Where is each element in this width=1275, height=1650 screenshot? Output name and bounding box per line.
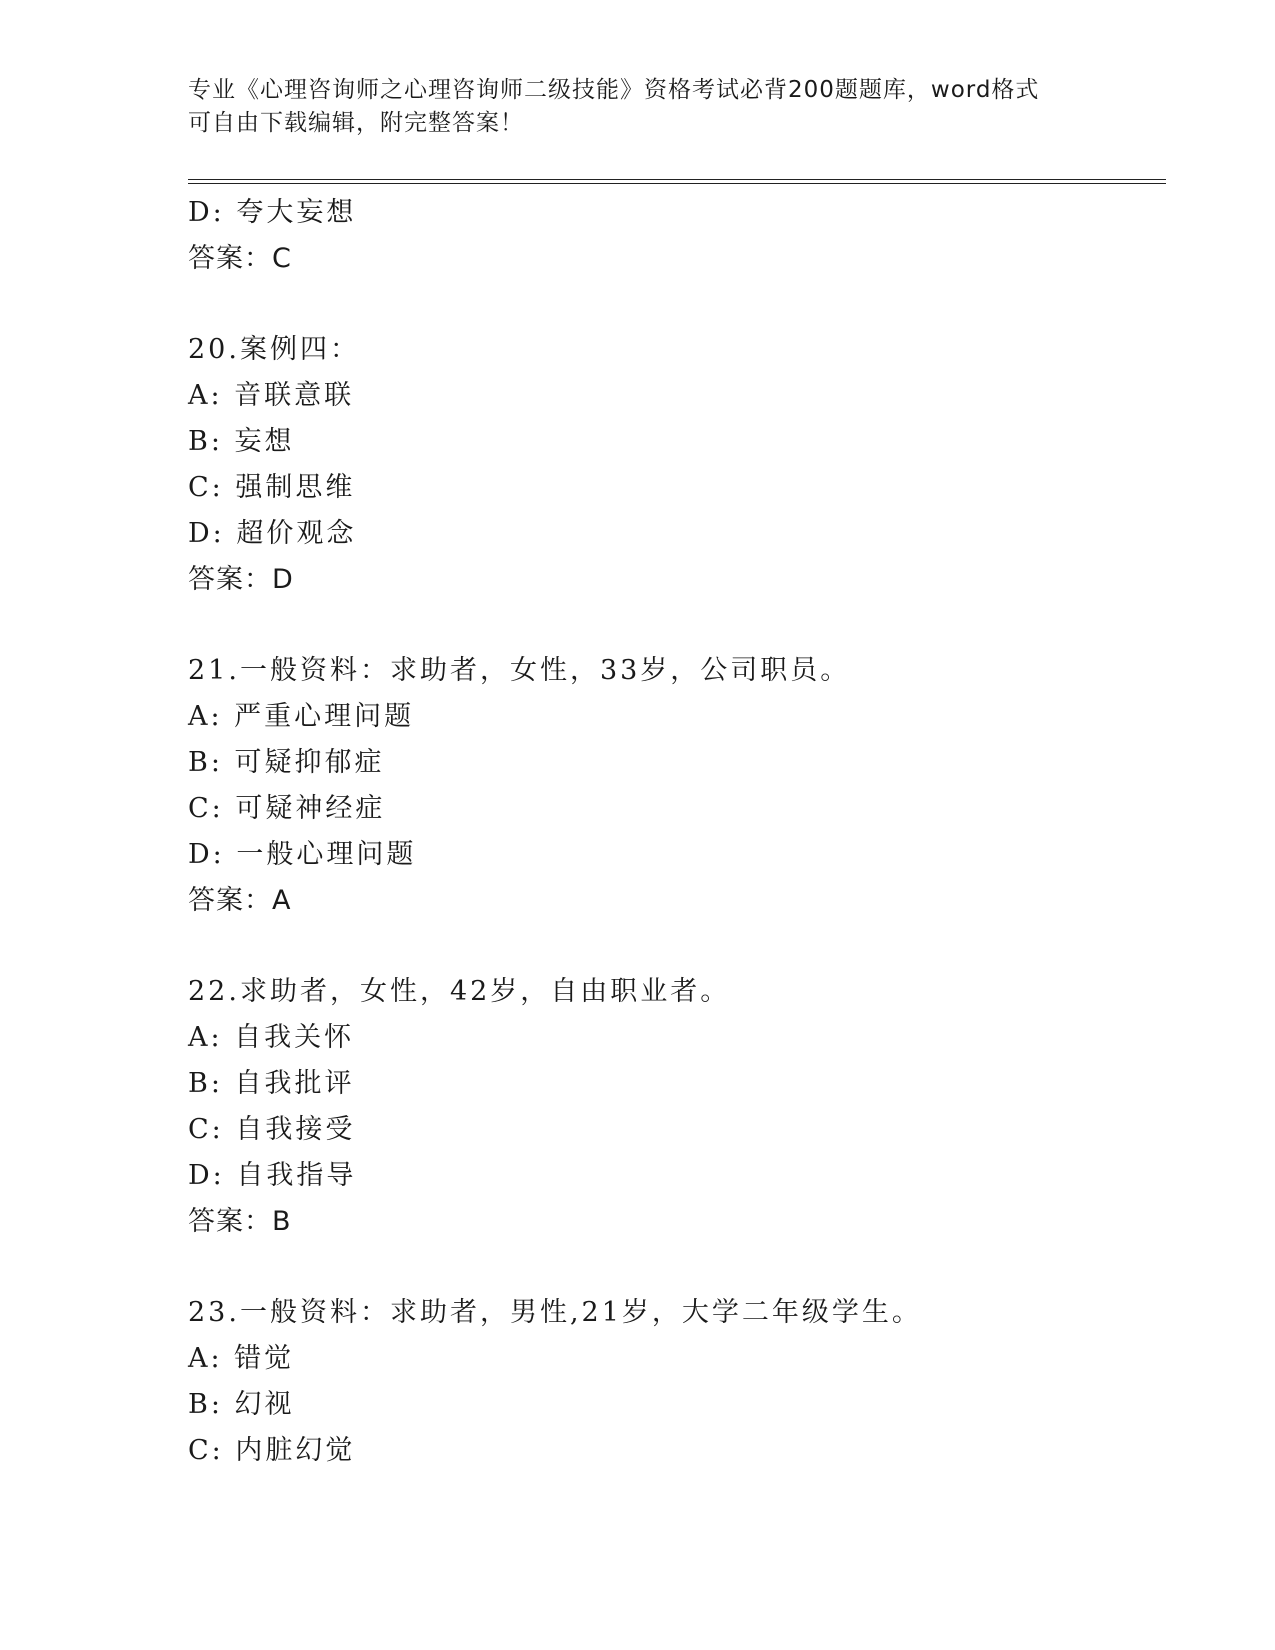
option-a: A: 自我关怀 <box>188 1022 355 1053</box>
option-b: B: 可疑抑郁症 <box>188 747 385 778</box>
question-stem: 20.案例四： <box>188 334 360 365</box>
option-d: D: 自我指导 <box>188 1160 357 1191</box>
option-c: C: 自我接受 <box>188 1114 356 1145</box>
option-a: A: 严重心理问题 <box>188 701 415 732</box>
answer-line: 答案：A <box>188 885 292 916</box>
question-stem: 21.一般资料：求助者，女性，33岁，公司职员。 <box>188 655 851 686</box>
answer-line: 答案：C <box>188 243 292 274</box>
question-stem: 23.一般资料：求助者，男性,21岁，大学二年级学生。 <box>188 1297 922 1328</box>
question-list <box>188 190 1168 1474</box>
option-a: A: 错觉 <box>188 1343 295 1374</box>
option-d: D: 夸大妄想 <box>188 197 357 228</box>
document-header <box>188 74 1088 140</box>
header-divider <box>188 179 1166 184</box>
question-23 <box>188 1290 1168 1474</box>
option-d: D: 一般心理问题 <box>188 839 417 870</box>
header-title-line-1: 专业《心理咨询师之心理咨询师二级技能》资格考试必背200题题库，word格式 <box>188 77 1040 103</box>
header-title-line-2: 可自由下载编辑，附完整答案！ <box>188 110 524 136</box>
option-c: C: 强制思维 <box>188 472 356 503</box>
option-c: C: 内脏幻觉 <box>188 1435 356 1466</box>
option-b: B: 自我批评 <box>188 1068 355 1099</box>
option-d: D: 超价观念 <box>188 518 357 549</box>
option-a: A: 音联意联 <box>188 380 355 411</box>
option-b: B: 幻视 <box>188 1389 295 1420</box>
question-21 <box>188 648 1168 924</box>
question-20 <box>188 327 1168 603</box>
option-b: B: 妄想 <box>188 426 295 457</box>
answer-line: 答案：B <box>188 1206 292 1237</box>
question-19-partial <box>188 190 1168 282</box>
question-22 <box>188 969 1168 1245</box>
option-c: C: 可疑神经症 <box>188 793 386 824</box>
question-stem: 22.求助者，女性，42岁，自由职业者。 <box>188 976 731 1007</box>
answer-line: 答案：D <box>188 564 294 595</box>
